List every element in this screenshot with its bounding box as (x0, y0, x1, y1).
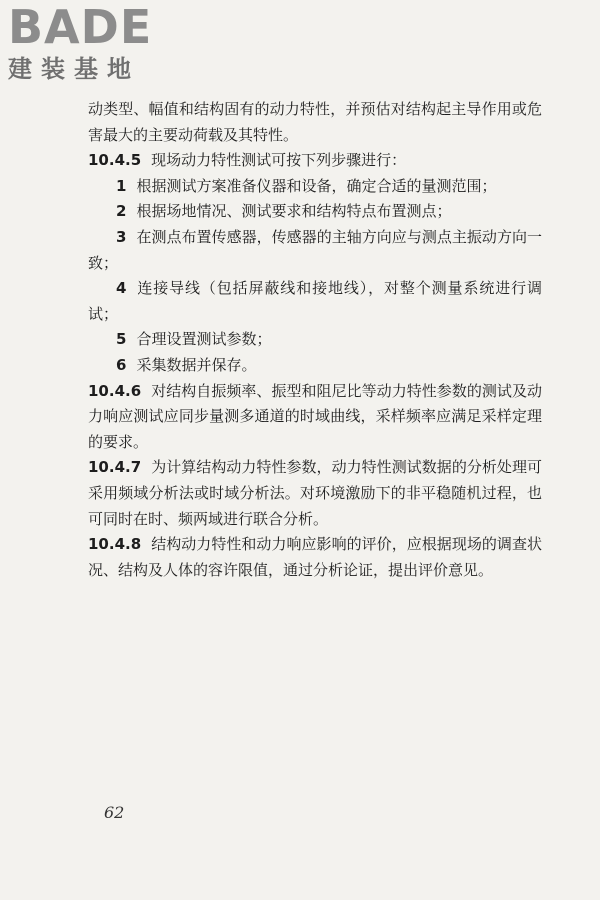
step-text: 采集数据并保存。 (136, 355, 257, 374)
section-text: 为计算结构动力特性参数，动力特性测试数据的分析处理可采用频域分析法或时域分析法。对环境激励下的非平稳随机过程，也可同时在时、频两域进行联合分析。 (88, 458, 542, 528)
section-number: 10.4.6 (88, 381, 142, 400)
section-number: 10.4.7 (88, 458, 142, 477)
section-10-4-8 (88, 532, 542, 583)
step-number: 2 (116, 202, 127, 221)
section-number: 10.4.8 (88, 535, 142, 554)
step-item (88, 174, 542, 200)
bade-logo (8, 2, 178, 90)
step-item (88, 327, 542, 353)
step-number: 5 (116, 330, 127, 349)
step-item (88, 276, 542, 327)
section-text: 现场动力特性测试可按下列步骤进行： (151, 151, 407, 170)
continuation-paragraph: 动类型、幅值和结构固有的动力特性，并预估对结构起主导作用或危害最大的主要动荷载及其特性。 (88, 100, 542, 144)
section-10-4-7 (88, 455, 542, 532)
step-text: 根据测试方案准备仪器和设备，确定合适的量测范围； (136, 176, 497, 195)
step-number: 3 (116, 227, 127, 246)
step-item (88, 225, 542, 276)
step-text: 合理设置测试参数； (136, 330, 272, 349)
section-10-4-6 (88, 379, 542, 456)
step-number: 1 (116, 176, 127, 195)
step-text: 在测点布置传感器，传感器的主轴方向应与测点主振动方向一致； (88, 227, 542, 272)
step-text: 连接导线（包括屏蔽线和接地线），对整个测量系统进行调试； (88, 279, 542, 323)
section-10-4-5 (88, 148, 542, 174)
section-number: 10.4.5 (88, 151, 142, 170)
step-text: 根据场地情况、测试要求和结构特点布置测点； (136, 202, 452, 221)
step-number: 6 (116, 355, 127, 374)
step-item (88, 353, 542, 379)
section-text: 对结构自振频率、振型和阻尼比等动力特性参数的测试及动力响应测试应同步量测多通道的时域曲线，采样频率应满足采样定理的要求。 (88, 381, 542, 451)
page-number: 62 (104, 803, 125, 822)
logo-subtitle: 建装基地 (8, 55, 140, 83)
step-number: 4 (116, 279, 127, 298)
section-text: 结构动力特性和动力响应影响的评价，应根据现场的调查状况、结构及人体的容许限值，通过分析论证，提出评价意见。 (88, 535, 542, 579)
step-item (88, 199, 542, 225)
document-body (88, 97, 542, 583)
logo-mark: BADE (8, 0, 153, 54)
